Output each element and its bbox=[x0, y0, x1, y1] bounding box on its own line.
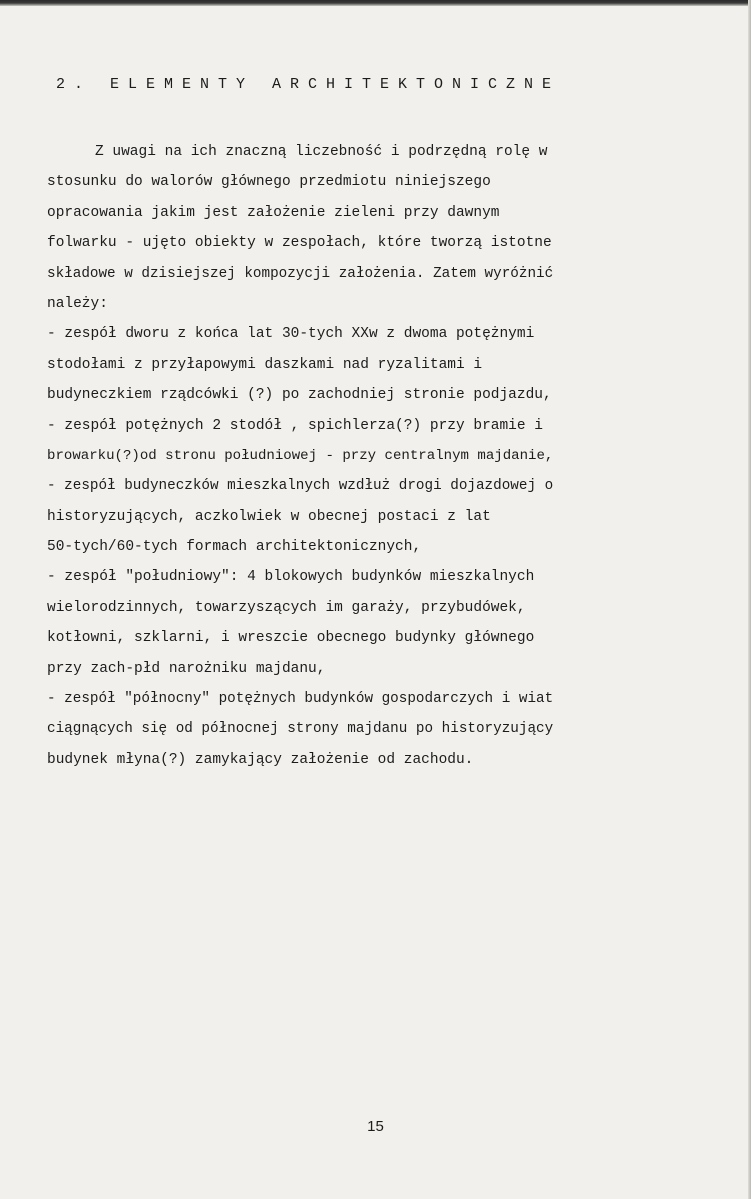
text-line: stodołami z przyłapowymi daszkami nad ryzalitami i bbox=[47, 356, 483, 373]
text-line: historyzujących, aczkolwiek w obecnej postaci z lat bbox=[47, 508, 491, 525]
text-line: - zespół potężnych 2 stodół , spichlerza(?) przy bramie i bbox=[47, 417, 543, 434]
text-line: należy: bbox=[47, 295, 108, 312]
text-line: - zespół "północny" potężnych budynków gospodarczych i wiat bbox=[47, 691, 554, 708]
section-heading: 2. ELEMENTY ARCHITEKTONICZNE bbox=[56, 76, 561, 93]
text-line: - zespół "południowy": 4 blokowych budynków mieszkalnych bbox=[47, 569, 535, 586]
text-line: budyneczkiem rządcówki (?) po zachodniej stronie podjazdu, bbox=[47, 387, 552, 404]
text-line: - zespół dworu z końca lat 30-tych XXw z dwoma potężnymi bbox=[47, 326, 535, 343]
text-line: składowe w dzisiejszej kompozycji założenia. Zatem wyróżnić bbox=[47, 265, 554, 282]
text-line: folwarku - ujęto obiekty w zespołach, które tworzą istotne bbox=[47, 235, 552, 252]
text-line: 50-tych/60-tych formach architektonicznych, bbox=[47, 539, 422, 556]
text-line: budynek młyna(?) zamykający założenie od zachodu. bbox=[47, 751, 474, 768]
text-line: - zespół budyneczków mieszkalnych wzdłuż drogi dojazdowej o bbox=[47, 478, 554, 495]
scan-top-edge bbox=[0, 0, 751, 6]
text-line: wielorodzinnych, towarzyszących im garaży, przybudówek, bbox=[47, 599, 526, 616]
body-text bbox=[47, 137, 559, 775]
text-line: opracowania jakim jest założenie zieleni przy dawnym bbox=[47, 204, 500, 221]
page-number: 15 bbox=[367, 1118, 384, 1135]
text-line: przy zach-płd narożniku majdanu, bbox=[47, 660, 326, 677]
text-line: ciągnących się od północnej strony majdanu po historyzujący bbox=[47, 721, 554, 738]
text-line: Z uwagi na ich znaczną liczebność i podrzędną rolę w bbox=[95, 144, 548, 160]
text-line: browarku(?)od stronu południowej - przy centralnym majdanie, bbox=[47, 447, 554, 464]
text-line: kotłowni, szklarni, i wreszcie obecnego budynky głównego bbox=[47, 630, 535, 647]
text-line: stosunku do walorów głównego przedmiotu niniejszego bbox=[47, 174, 491, 191]
